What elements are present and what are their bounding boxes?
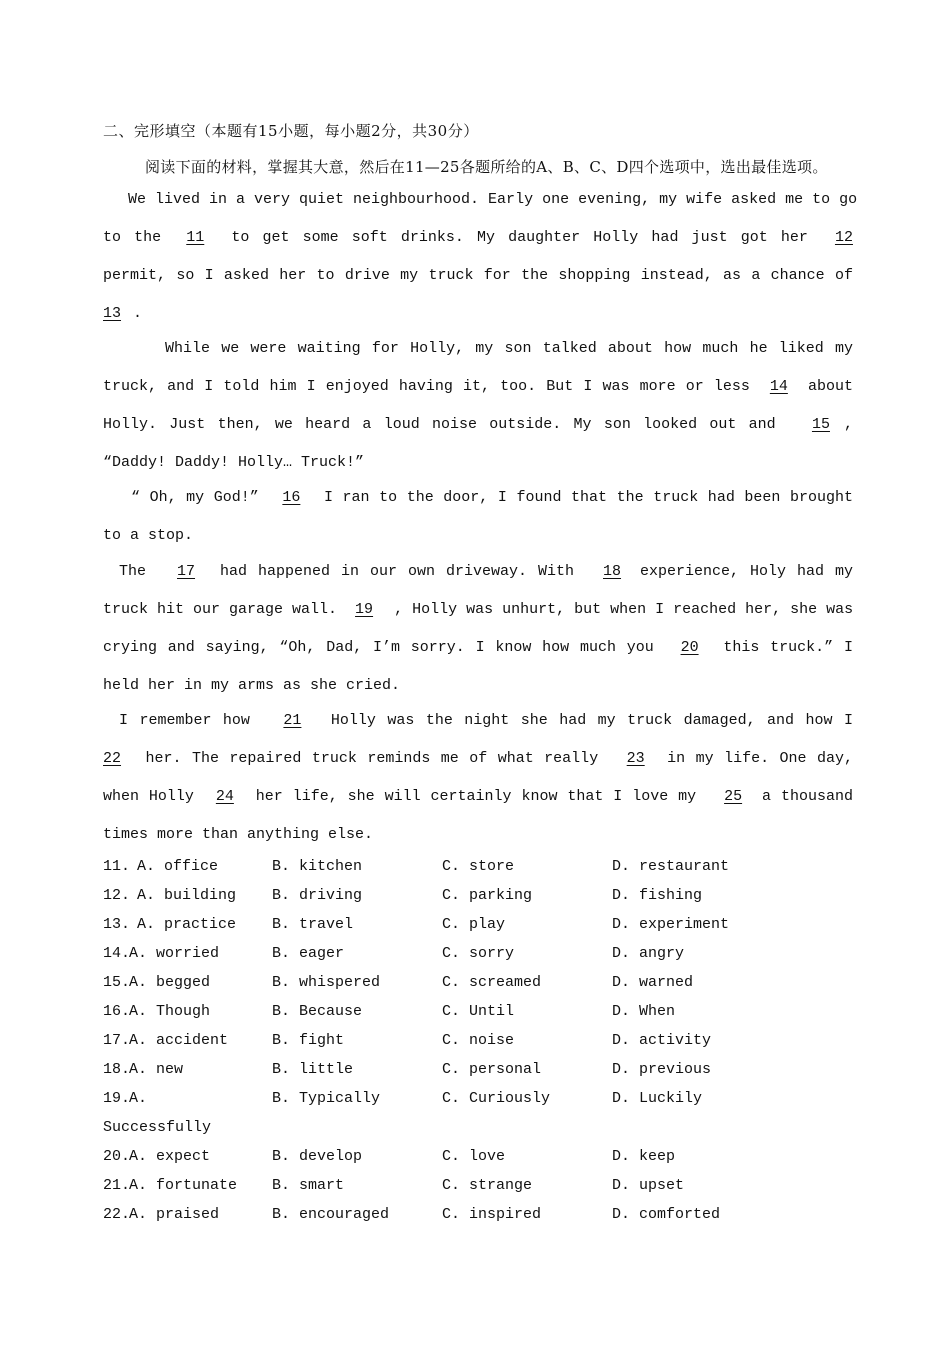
passage-line: truck hit our garage wall. 19 , Holly was unhurt, but when I reached her, she was [103, 599, 853, 621]
document-page: 二、完形填空（本题有15小题，每小题2分，共30分） 阅读下面的材料，掌握其大意，然后在11—25各题所给的A、B、C、D四个选项中，选出最佳选项。 We lived in a very quiet neighbourhood. Early one evening, my wife asked me to go to the 11 to get some soft drinks. My daughter Holly had just got her 12 permit, so I asked her to drive my truck for the shopping instead, as a chance of 13 . While we were waiting for Holly, my son talked about how much he liked my truck, and I told him I enjoyed having it, too. But I was more or less 14 about Holly. Just then, we heard a loud noise outside. My son looked out and 15 , “Daddy! Daddy! Holly… Truck!” “ Oh, my God!” 16 I ran to the door, I found that the truck had been brought to a stop. The 17 had happened in our own driveway. With 18 experience, Holy had my truck hit our garage wall. 19 , Holly was unhurt, but when I reached her, she was crying and saying, “Oh, Dad, I’m sorry. I know how much you 20 this truck.” I held her in my arms as she cried. I remember how 21 Holly was the night she had my truck damaged, and how I 22 her. The repaired truck reminds me of what really 23 in my life. One day, when Holly 24 her life, she will certainly know that I love my 25 a thousand times more than anything else. 11. A. office B. kitchen C. store D. restaurant 12. A. building B. driving C. parking D. fishing 13. A. practice B. travel C. play D. experiment 14. A. worried B. eager C. sorry D. angry 15. A. begged B. whispered C. screamed D. warned 16. A. Though B. Because C. Until D. When 17. A. accident B. fight C. noise D. activity 18. A. new B. little C. personal D. previous 19. A. B. Typically C. Curiously D. Luckily Successfully 20. A. expect B. develop C. love D. keep 21. A. fortunate B. smart C. strange D. upset 22. A. praised B. encouraged C. inspired D. comforted [103, 122, 858, 1223]
passage-line: Holly. Just then, we heard a loud noise outside. My son looked out and 15 , [103, 414, 853, 436]
blank-14: 14 [769, 378, 788, 395]
passage-line: to a stop. [103, 527, 194, 544]
passage-line: when Holly 24 her life, she will certainly know that I love my 25 a thousand [103, 786, 853, 808]
blank-16: 16 [282, 489, 301, 506]
passage-line: truck, and I told him I enjoyed having it, too. But I was more or less 14 about [103, 376, 853, 398]
instructions: 阅读下面的材料，掌握其大意，然后在11—25各题所给的A、B、C、D四个选项中，选出最佳选项。 [145, 158, 828, 176]
blank-13: 13 [103, 305, 122, 322]
blank-23: 23 [626, 750, 645, 767]
passage-line: held her in my arms as she cried. [103, 677, 401, 694]
blank-22: 22 [103, 750, 122, 767]
blank-19: 19 [355, 601, 374, 618]
blank-24: 24 [215, 788, 234, 805]
passage-line: permit, so I asked her to drive my truck for the shopping instead, as a chance of [103, 267, 853, 284]
passage-line: “Daddy! Daddy! Holly… Truck!” [103, 454, 365, 471]
blank-20: 20 [680, 639, 699, 656]
passage-line: 22 her. The repaired truck reminds me of what really 23 in my life. One day, [103, 748, 853, 770]
passage-line: I remember how 21 Holly was the night she had my truck damaged, and how I [103, 710, 853, 732]
passage-line: crying and saying, “Oh, Dad, I’m sorry. I know how much you 20 this truck.” I [103, 637, 853, 659]
blank-21: 21 [283, 712, 302, 729]
blank-17: 17 [177, 563, 196, 580]
passage-line: “ Oh, my God!” 16 I ran to the door, I found that the truck had been brought [103, 487, 853, 509]
blank-18: 18 [603, 563, 622, 580]
passage-line: While we were waiting for Holly, my son talked about how much he liked my [165, 340, 853, 357]
passage-line: 13 . [103, 303, 853, 325]
passage-line: We lived in a very quiet neighbourhood. Early one evening, my wife asked me to go [128, 191, 858, 208]
blank-15: 15 [811, 416, 830, 433]
blank-11: 11 [186, 229, 205, 246]
section-title: 二、完形填空（本题有15小题，每小题2分，共30分） [103, 122, 479, 140]
passage-line: to the 11 to get some soft drinks. My daughter Holly had just got her 12 [103, 227, 853, 249]
blank-25: 25 [724, 788, 743, 805]
passage-line: The 17 had happened in our own driveway. With 18 experience, Holy had my [103, 561, 853, 583]
passage-line: times more than anything else. [103, 826, 374, 843]
blank-12: 12 [834, 229, 853, 246]
